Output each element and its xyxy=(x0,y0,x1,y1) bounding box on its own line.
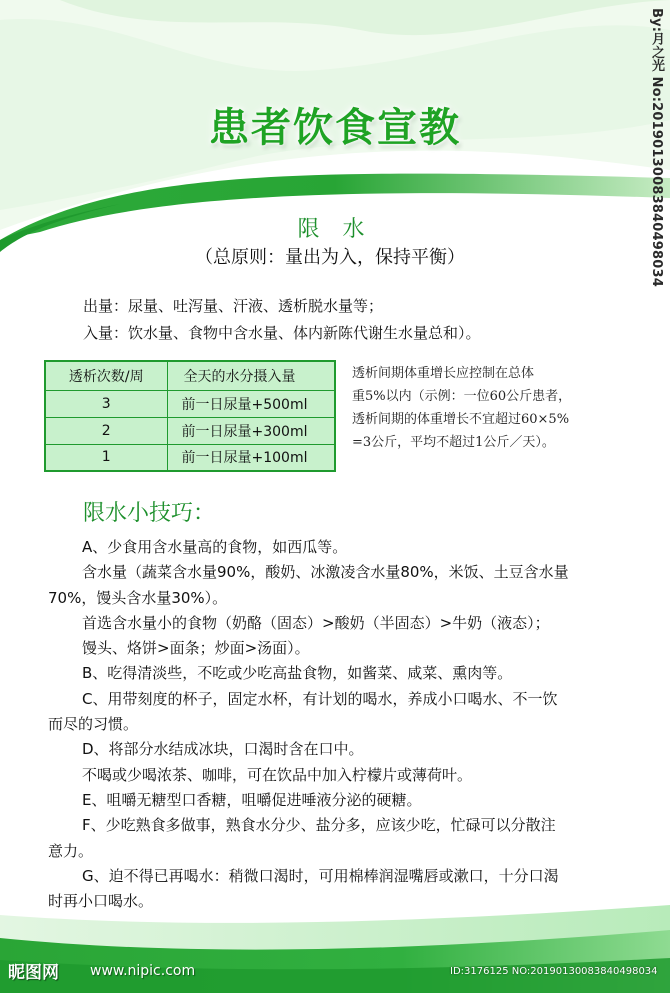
tip-line: E、咀嚼无糖型口香糖，咀嚼促进唾液分泌的硬糖。 xyxy=(82,790,422,809)
tip-line: 首选含水量小的食物（奶酪（固态）>酸奶（半固态）>牛奶（液态）； xyxy=(82,613,550,632)
tip-line: B、吃得清淡些，不吃或少吃高盐食物，如酱菜、咸菜、熏肉等。 xyxy=(82,664,513,683)
note-line: =3公斤，平均不超过1公斤／天）。 xyxy=(352,435,555,450)
table-cell: 前一日尿量+100ml xyxy=(167,444,335,471)
tip-line: C、用带刻度的杯子，固定水杯，有计划的喝水，养成小口喝水、不一饮 xyxy=(82,689,558,708)
table-cell: 1 xyxy=(45,444,167,471)
tip-line: 时再小口喝水。 xyxy=(48,892,154,911)
tip-line: D、将部分水结成冰块，口渴时含在口中。 xyxy=(82,740,364,759)
note-line: 重5%以内（示例：一位60公斤患者， xyxy=(352,389,572,404)
tip-line: G、迫不得已再喝水：稍微口渴时，可用棉棒润湿嘴唇或漱口，十分口渴 xyxy=(82,866,559,885)
side-watermark: By:月之光 No:20190130083840498034 xyxy=(649,8,664,288)
principle-text: （总原则：量出为入，保持平衡） xyxy=(195,247,465,268)
page-title: 患者饮食宣教 xyxy=(209,105,461,151)
tips-list xyxy=(48,535,638,914)
table-row xyxy=(45,444,335,471)
site-url: www.nipic.com xyxy=(90,963,196,979)
table-header-row xyxy=(45,361,335,390)
water-intake-table xyxy=(44,360,336,472)
tip-line: 70%，馒头含水量30%）。 xyxy=(48,588,228,607)
tips-heading: 限水小技巧： xyxy=(83,501,216,526)
weight-gain-note xyxy=(352,362,632,454)
note-line: 透析间期体重增长应控制在总体 xyxy=(352,366,535,381)
table-cell: 3 xyxy=(45,390,167,417)
tip-line: 不喝或少喝浓茶、咖啡，可在饮品中加入柠檬片或薄荷叶。 xyxy=(82,765,473,784)
tip-line: 而尽的习惯。 xyxy=(48,715,139,734)
table-header-cell: 全天的水分摄入量 xyxy=(167,361,335,390)
tip-line: 馒头、烙饼>面条；炒面>汤面）。 xyxy=(82,639,310,658)
tip-line: A、少食用含水量高的食物，如西瓜等。 xyxy=(82,538,348,556)
tip-line: F、少吃熟食多做事，熟食水分少、盐分多，应该少吃，忙碌可以分散注 xyxy=(82,816,556,835)
site-logo: 昵图网 xyxy=(8,963,59,983)
table-cell: 前一日尿量+300ml xyxy=(167,417,335,444)
tip-line: 意力。 xyxy=(48,841,94,860)
table-cell: 2 xyxy=(45,417,167,444)
section-heading: 限 水 xyxy=(297,217,373,242)
table-header-cell: 透析次数/周 xyxy=(45,361,167,390)
intro-output: 出量：尿量、吐泻量、汗液、透析脱水量等； xyxy=(83,297,384,315)
table-row xyxy=(45,417,335,444)
table-row xyxy=(45,390,335,417)
image-id-watermark: ID:3176125 NO:20190130083840498034 xyxy=(450,966,658,977)
table-cell: 前一日尿量+500ml xyxy=(167,390,335,417)
intro-input: 入量：饮水量、食物中含水量、体内新陈代谢生水量总和）。 xyxy=(83,324,481,342)
tip-line: 含水量（蔬菜含水量90%，酸奶、冰激凌含水量80%，米饭、土豆含水量 xyxy=(82,563,569,582)
note-line: 透析间期的体重增长不宜超过60×5% xyxy=(352,412,570,427)
